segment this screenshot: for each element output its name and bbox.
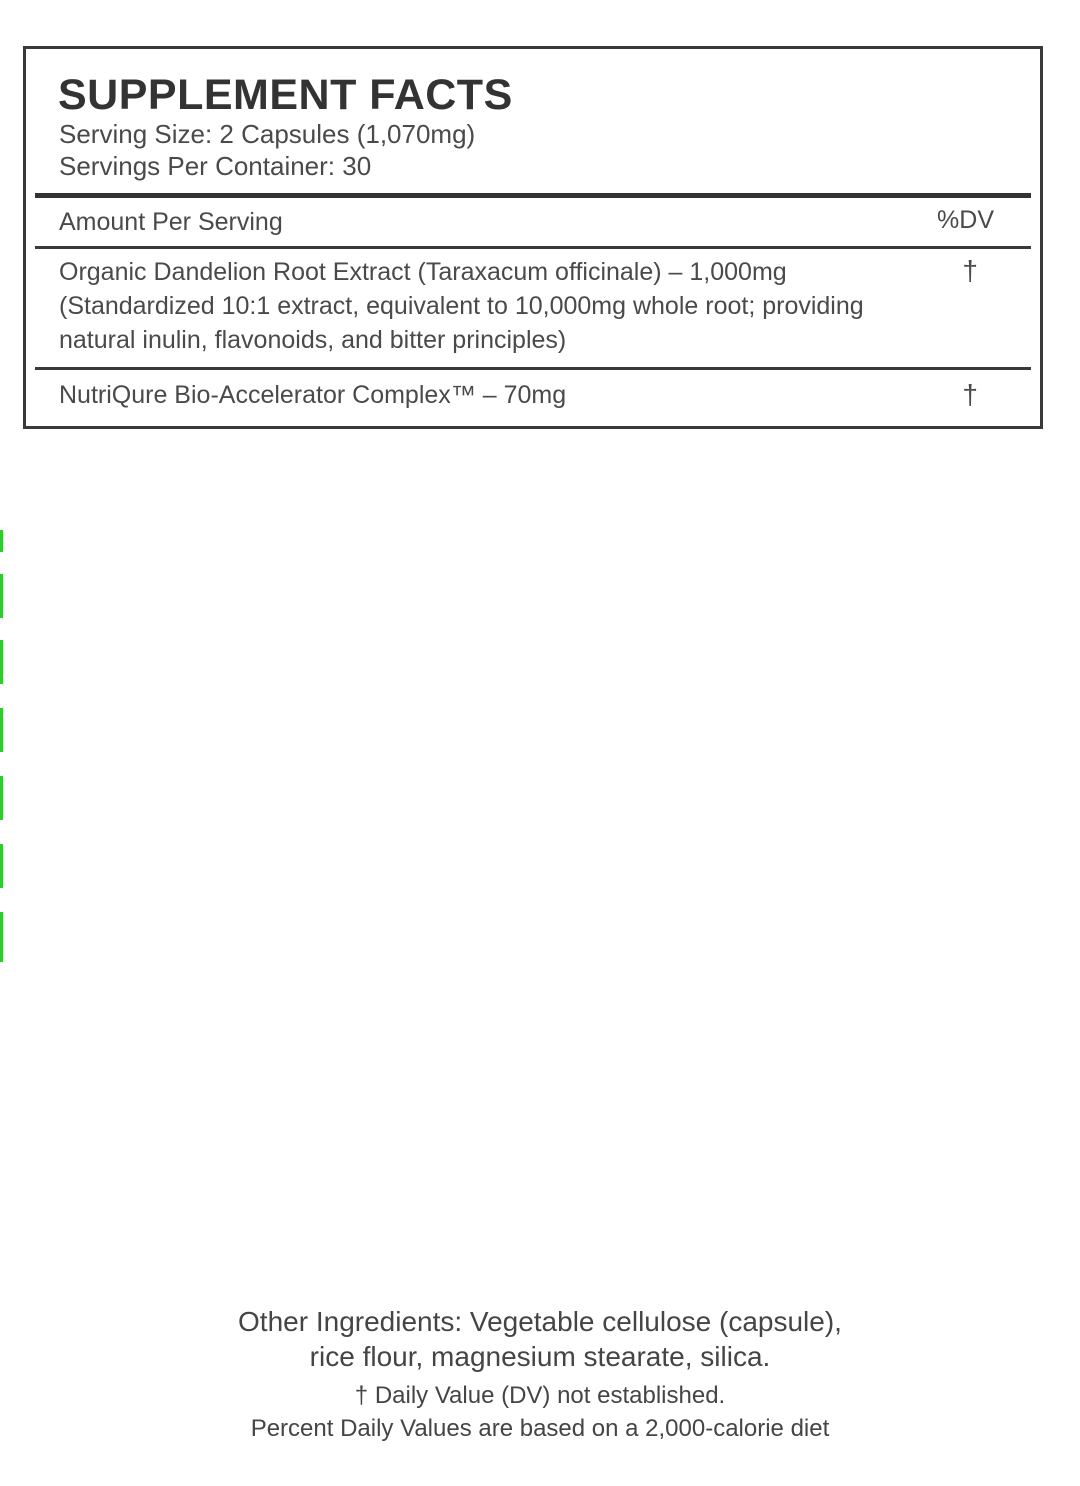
divider (35, 246, 1031, 249)
supplement-facts-panel (23, 46, 1043, 429)
edge-accent-mark (0, 574, 3, 618)
other-ingredients-line: Other Ingredients: Vegetable cellulose (capsule), (238, 1306, 842, 1337)
ingredient-name: NutriQure Bio-Accelerator Complex™ – 70mg (59, 381, 567, 409)
panel-title: SUPPLEMENT FACTS (58, 71, 513, 119)
amount-per-serving-header: Amount Per Serving (59, 208, 283, 236)
divider (35, 367, 1031, 370)
other-ingredients-line: rice flour, magnesium stearate, silica. (309, 1341, 771, 1372)
calorie-footnote: Percent Daily Values are based on a 2,000-calorie diet (250, 1415, 830, 1442)
ingredient-name: Organic Dandelion Root Extract (Taraxacum officinale) – 1,000mg (59, 258, 787, 286)
edge-accent-mark (0, 776, 3, 820)
dv-dagger: † (962, 379, 978, 410)
dv-dagger: † (962, 255, 978, 286)
edge-accent-mark (0, 708, 3, 752)
thick-divider (35, 193, 1031, 198)
servings-per-container: Servings Per Container: 30 (59, 151, 372, 181)
edge-accent-mark (0, 640, 3, 684)
dv-header: %DV (937, 206, 994, 234)
dv-footnote: † Daily Value (DV) not established. (354, 1382, 726, 1409)
ingredient-detail: natural inulin, flavonoids, and bitter principles) (59, 326, 567, 354)
ingredient-detail: (Standardized 10:1 extract, equivalent to 10,000mg whole root; providing (59, 292, 864, 320)
edge-accent-mark (0, 844, 3, 888)
serving-size: Serving Size: 2 Capsules (1,070mg) (59, 119, 476, 149)
edge-accent-mark (0, 530, 3, 552)
edge-accent-mark (0, 912, 3, 962)
